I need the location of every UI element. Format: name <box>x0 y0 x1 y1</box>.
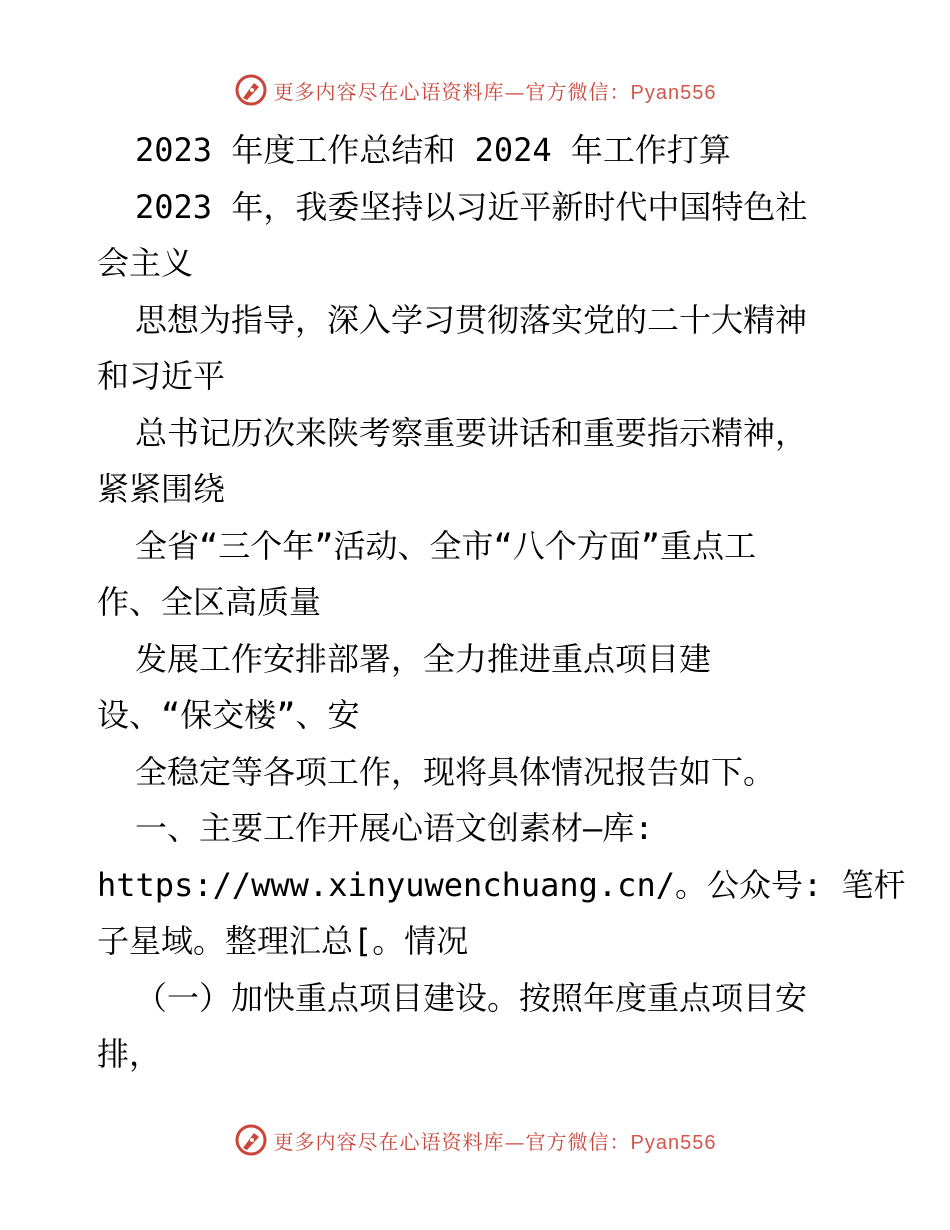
paragraph-line: 全省“三个年”活动、全市“八个方面”重点工 <box>135 526 757 565</box>
paragraph-line: 总书记历次来陕考察重要讲话和重要指示精神， <box>135 413 808 452</box>
watermark-official: 官方微信： <box>525 1129 631 1154</box>
document-title: 2023 年度工作总结和 2024 年工作打算 <box>135 131 731 169</box>
watermark-handle: Pyan556 <box>630 1131 717 1154</box>
watermark-text <box>274 1126 717 1155</box>
paragraph-line: 2023 年，我委坚持以习近平新时代中国特色社 <box>135 187 808 226</box>
paragraph-line: 子星域。整理汇总[。情况 <box>97 922 469 960</box>
paragraph-line: 作、全区高质量 <box>97 583 322 621</box>
paragraph-line: 排， <box>97 1035 162 1073</box>
watermark-official: 官方微信： <box>525 79 631 104</box>
watermark-label: 更多内容尽在心语资料库 <box>273 1129 505 1154</box>
watermark-handle: Pyan556 <box>630 81 717 104</box>
paragraph-line: 设、“保交楼”、安 <box>97 696 360 734</box>
document-body <box>97 122 906 1083</box>
watermark-dash: — <box>504 1129 526 1154</box>
subsection-heading: （一）加快重点项目建设。按照年度重点项目安 <box>135 978 808 1017</box>
header-watermark-banner <box>0 70 950 110</box>
paragraph-line: 发展工作安排部署，全力推进重点项目建 <box>135 639 712 678</box>
paragraph-line: 会主义 <box>97 244 194 282</box>
pen-nib-circle-icon <box>234 73 268 107</box>
watermark-dash: — <box>504 79 526 104</box>
footer-watermark-banner <box>0 1120 950 1160</box>
watermark-text <box>274 76 717 105</box>
paragraph-line: 和习近平 <box>97 357 226 395</box>
section-heading: 一、主要工作开展心语文创素材—库: <box>135 809 654 847</box>
pen-nib-circle-icon <box>234 1123 268 1157</box>
watermark-label: 更多内容尽在心语资料库 <box>273 79 505 104</box>
url-line: https://www.xinyuwenchuang.cn/。公众号: 笔杆 <box>97 865 906 904</box>
paragraph-line: 思想为指导，深入学习贯彻落实党的二十大精神 <box>135 300 808 339</box>
paragraph-line: 紧紧围绕 <box>97 470 226 508</box>
paragraph-line: 全稳定等各项工作，现将具体情况报告如下。 <box>135 752 776 791</box>
